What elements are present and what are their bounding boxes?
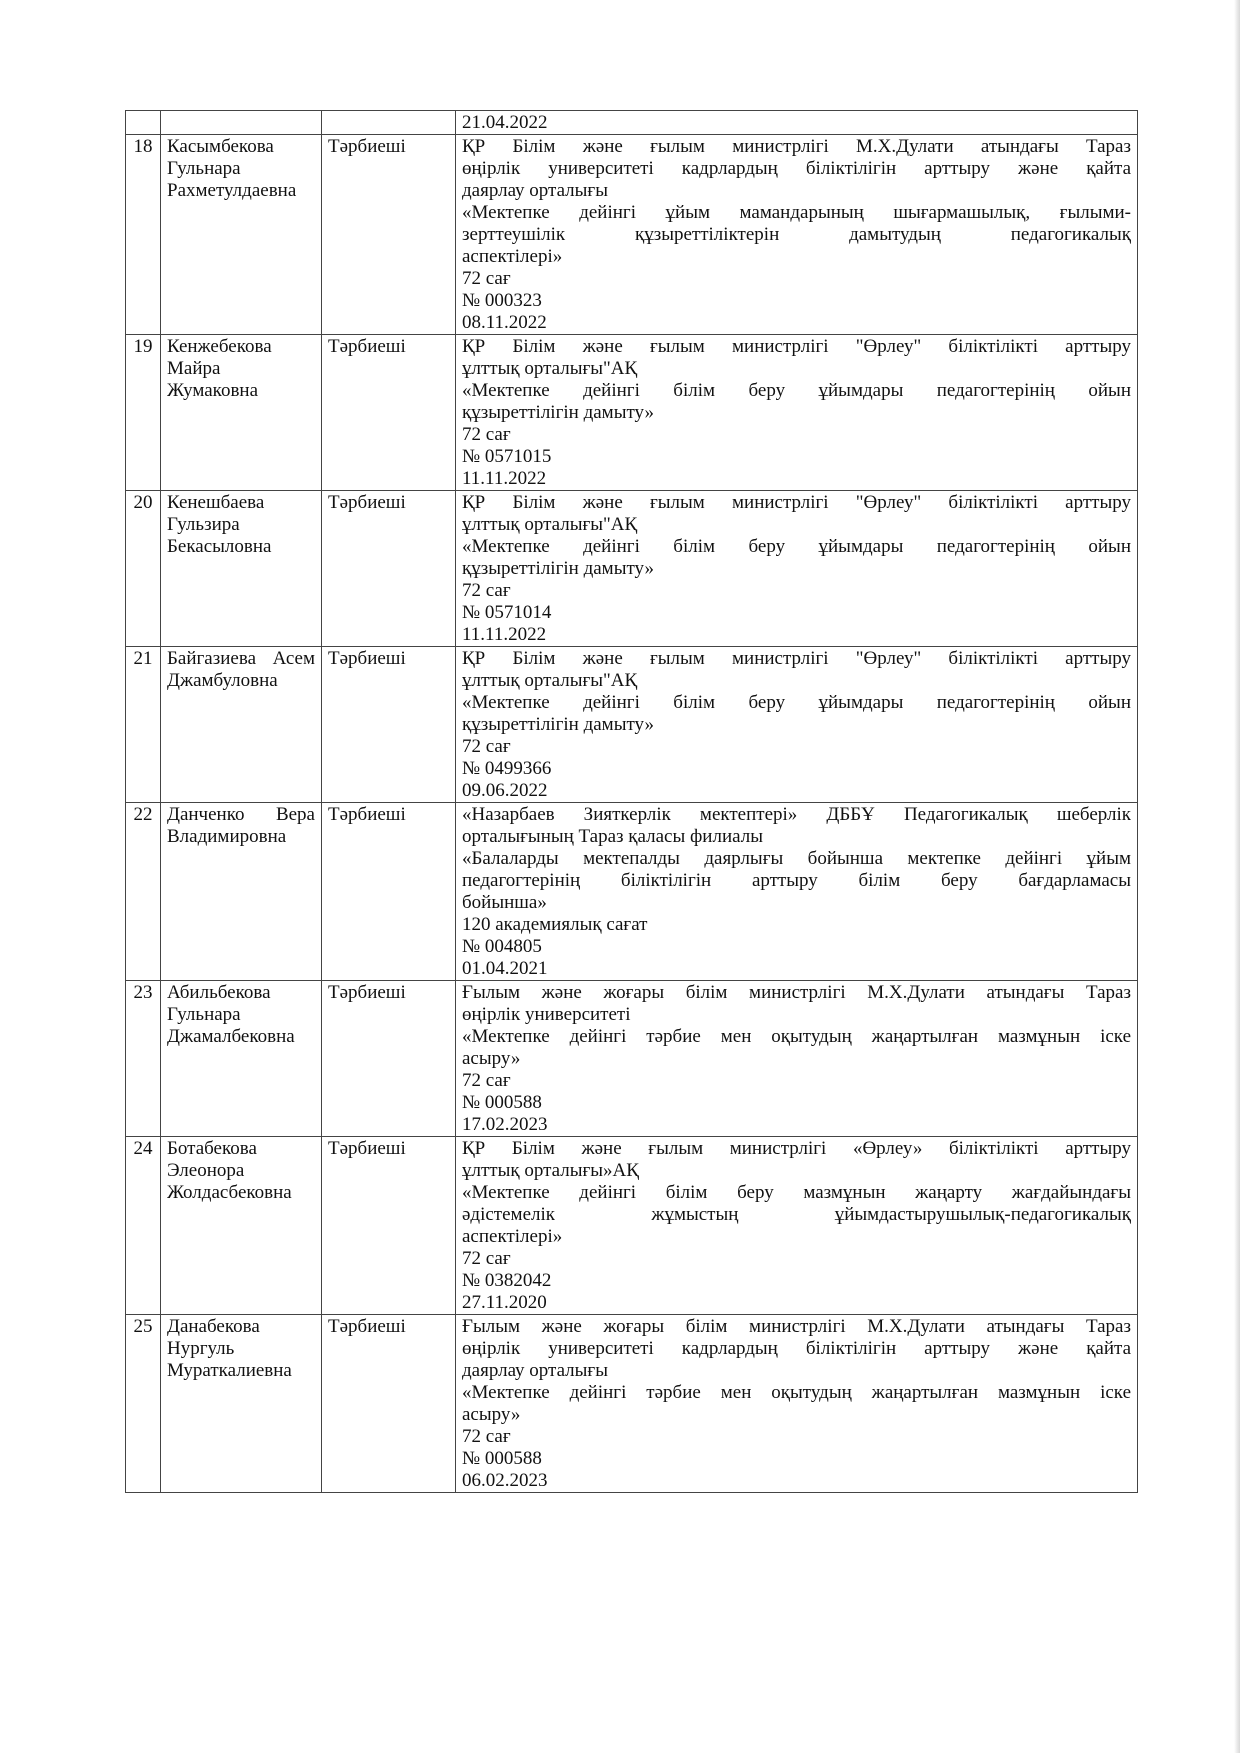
certificate-number: № 0571014 — [462, 602, 552, 623]
course-date: 11.11.2022 — [462, 468, 547, 489]
employee-name-line: Мураткалиевна — [167, 1360, 292, 1381]
course-title-line: құзыреттілігін дамыту» — [462, 402, 654, 423]
course-title-line: «Мектепке дейінгі білім беру ұйымдары педагогтерінің ойын — [462, 536, 1131, 557]
course-hours: 72 сағ — [462, 736, 511, 757]
num-cell — [126, 1137, 161, 1315]
course-title-line: аспектілері» — [462, 246, 563, 267]
certificate-number: № 000323 — [462, 290, 542, 311]
employee-name-line: Бекасыловна — [167, 536, 272, 557]
employee-name-line: Данченко Вера — [167, 804, 315, 825]
name-cell — [161, 981, 322, 1137]
employee-name-line: Данабекова — [167, 1316, 260, 1337]
employee-name-line: Кенешбаева — [167, 492, 265, 513]
position-cell — [322, 803, 456, 981]
course-date: 21.04.2022 — [462, 112, 548, 133]
course-date: 08.11.2022 — [462, 312, 547, 333]
course-cell — [456, 111, 1138, 135]
organization-line: даярлау орталығы — [462, 180, 608, 201]
position-text: Тәрбиеші — [328, 804, 406, 825]
organization-line: ҚР Білім және ғылым министрлігі М.Х.Дулати атындағы Тараз — [462, 136, 1131, 157]
employee-name-line: Гульнара — [167, 158, 241, 179]
course-title-line: педагогтерінің біліктілігін арттыру білім беру бағдарламасы — [462, 870, 1131, 891]
position-text: Тәрбиеші — [328, 1316, 406, 1337]
organization-line: Ғылым және жоғары білім министрлігі М.Х.Дулати атындағы Тараз — [462, 982, 1131, 1003]
organization-line: ҚР Білім және ғылым министрлігі "Өрлеу" біліктілікті арттыру — [462, 648, 1131, 669]
name-cell — [161, 803, 322, 981]
course-cell — [456, 981, 1138, 1137]
position-cell — [322, 111, 456, 135]
course-title-line: «Мектепке дейінгі білім беру мазмұнын жаңарту жағдайындағы — [462, 1182, 1131, 1203]
course-title-line: аспектілері» — [462, 1226, 563, 1247]
course-hours: 72 сағ — [462, 580, 511, 601]
name-cell — [161, 1137, 322, 1315]
table-row — [126, 135, 1138, 335]
name-cell — [161, 1315, 322, 1493]
course-date: 06.02.2023 — [462, 1470, 548, 1491]
employee-name-line: Рахметулдаевна — [167, 180, 297, 201]
employee-name-line: Жумаковна — [167, 380, 259, 401]
num-cell — [126, 803, 161, 981]
num-cell — [126, 491, 161, 647]
course-title-line: асыру» — [462, 1048, 521, 1069]
course-title-line: «Мектепке дейінгі тәрбие мен оқытудың жаңартылған мазмұнын іске — [462, 1026, 1131, 1047]
course-hours: 72 сағ — [462, 268, 511, 289]
position-cell — [322, 1315, 456, 1493]
course-date: 27.11.2020 — [462, 1292, 547, 1313]
certificate-number: № 0382042 — [462, 1270, 552, 1291]
position-text: Тәрбиеші — [328, 1138, 406, 1159]
num-cell — [126, 1315, 161, 1493]
employee-name-line: Касымбекова — [167, 136, 274, 157]
scan-edge — [1234, 0, 1240, 1753]
employee-name-line: Жолдасбековна — [167, 1182, 292, 1203]
course-hours: 72 сағ — [462, 424, 511, 445]
course-date: 09.06.2022 — [462, 780, 548, 801]
table-body — [126, 111, 1138, 1493]
course-title-line: «Мектепке дейінгі білім беру ұйымдары педагогтерінің ойын — [462, 380, 1131, 401]
certificate-number: № 004805 — [462, 936, 542, 957]
organization-line: ҚР Білім және ғылым министрлігі "Өрлеу" біліктілікті арттыру — [462, 336, 1131, 357]
table-row — [126, 803, 1138, 981]
position-cell — [322, 491, 456, 647]
employee-name-line: Джамбуловна — [167, 670, 278, 691]
course-title-line: құзыреттілігін дамыту» — [462, 558, 654, 579]
name-cell — [161, 111, 322, 135]
course-cell — [456, 647, 1138, 803]
name-cell — [161, 335, 322, 491]
course-cell — [456, 335, 1138, 491]
organization-line: ҚР Білім және ғылым министрлігі «Өрлеу» біліктілікті арттыру — [462, 1138, 1131, 1159]
num-cell — [126, 981, 161, 1137]
organization-line: өңірлік университеті — [462, 1004, 631, 1025]
course-hours: 72 сағ — [462, 1426, 511, 1447]
course-title-line: «Мектепке дейінгі білім беру ұйымдары педагогтерінің ойын — [462, 692, 1131, 713]
organization-line: ҚР Білім және ғылым министрлігі "Өрлеу" біліктілікті арттыру — [462, 492, 1131, 513]
course-cell — [456, 135, 1138, 335]
course-date: 01.04.2021 — [462, 958, 548, 979]
table-row — [126, 981, 1138, 1137]
employee-name-line: Майра — [167, 358, 221, 379]
course-cell — [456, 491, 1138, 647]
row-number: 25 — [133, 1316, 153, 1337]
course-hours: 72 сағ — [462, 1070, 511, 1091]
row-number: 23 — [133, 982, 153, 1003]
course-cell — [456, 1315, 1138, 1493]
continuation-row — [126, 111, 1138, 135]
row-number: 20 — [133, 492, 153, 513]
employee-name-line: Нургуль — [167, 1338, 235, 1359]
organization-line: ұлттық орталығы"АҚ — [462, 670, 638, 691]
num-cell — [126, 135, 161, 335]
employee-name-line: Элеонора — [167, 1160, 245, 1181]
table-row — [126, 1137, 1138, 1315]
organization-line: ұлттық орталығы"АҚ — [462, 358, 638, 379]
employee-name-line: Гульзира — [167, 514, 240, 535]
position-cell — [322, 1137, 456, 1315]
name-cell — [161, 647, 322, 803]
organization-line: «Назарбаев Зияткерлік мектептері» ДББҰ Педагогикалық шеберлік — [462, 804, 1131, 825]
course-title-line: құзыреттілігін дамыту» — [462, 714, 654, 735]
staff-training-table — [125, 110, 1138, 1493]
position-cell — [322, 135, 456, 335]
certificate-number: № 000588 — [462, 1092, 542, 1113]
organization-line: өңірлік университеті кадрлардың біліктілігін арттыру және қайта — [462, 158, 1131, 179]
course-title-line: асыру» — [462, 1404, 521, 1425]
name-cell — [161, 135, 322, 335]
position-cell — [322, 335, 456, 491]
position-text: Тәрбиеші — [328, 648, 406, 669]
position-cell — [322, 647, 456, 803]
row-number: 22 — [133, 804, 153, 825]
table-row — [126, 647, 1138, 803]
organization-line: Ғылым және жоғары білім министрлігі М.Х.Дулати атындағы Тараз — [462, 1316, 1131, 1337]
course-hours: 120 академиялық сағат — [462, 914, 648, 935]
num-cell — [126, 335, 161, 491]
organization-line: орталығының Тараз қаласы филиалы — [462, 826, 763, 847]
course-title-line: зерттеушілік құзыреттіліктерін дамытудың педагогикалық — [462, 224, 1131, 245]
certificate-number: № 0499366 — [462, 758, 552, 779]
organization-line: даярлау орталығы — [462, 1360, 608, 1381]
organization-line: ұлттық орталығы»АҚ — [462, 1160, 639, 1181]
row-number: 19 — [133, 336, 153, 357]
certificate-number: № 0571015 — [462, 446, 552, 467]
num-cell — [126, 111, 161, 135]
course-title-line: «Мектепке дейінгі ұйым мамандарының шығармашылық, ғылыми- — [462, 202, 1131, 223]
employee-name-line: Ботабекова — [167, 1138, 257, 1159]
course-title-line: «Мектепке дейінгі тәрбие мен оқытудың жаңартылған мазмұнын іске — [462, 1382, 1131, 1403]
position-text: Тәрбиеші — [328, 136, 406, 157]
course-title-line: «Балаларды мектепалды даярлығы бойынша мектепке дейінгі ұйым — [462, 848, 1131, 869]
num-cell — [126, 647, 161, 803]
table-row — [126, 1315, 1138, 1493]
employee-name-line: Кенжебекова — [167, 336, 272, 357]
organization-line: өңірлік университеті кадрлардың біліктілігін арттыру және қайта — [462, 1338, 1131, 1359]
position-text: Тәрбиеші — [328, 336, 406, 357]
table-row — [126, 335, 1138, 491]
row-number: 24 — [133, 1138, 153, 1159]
employee-name-line: Гульнара — [167, 1004, 241, 1025]
employee-name-line: Владимировна — [167, 826, 287, 847]
course-date: 17.02.2023 — [462, 1114, 548, 1135]
position-text: Тәрбиеші — [328, 982, 406, 1003]
course-hours: 72 сағ — [462, 1248, 511, 1269]
course-date: 11.11.2022 — [462, 624, 547, 645]
course-cell — [456, 1137, 1138, 1315]
course-title-line: әдістемелік жұмыстың ұйымдастырушылық-педагогикалық — [462, 1204, 1131, 1225]
employee-name-line: Байгазиева Асем — [167, 648, 315, 669]
employee-name-line: Джамалбековна — [167, 1026, 295, 1047]
course-title-line: бойынша» — [462, 892, 547, 913]
name-cell — [161, 491, 322, 647]
organization-line: ұлттық орталығы"АҚ — [462, 514, 638, 535]
course-cell — [456, 803, 1138, 981]
certificate-number: № 000588 — [462, 1448, 542, 1469]
table-row — [126, 491, 1138, 647]
row-number: 18 — [133, 136, 153, 157]
position-cell — [322, 981, 456, 1137]
row-number: 21 — [133, 648, 153, 669]
employee-name-line: Абильбекова — [167, 982, 271, 1003]
position-text: Тәрбиеші — [328, 492, 406, 513]
